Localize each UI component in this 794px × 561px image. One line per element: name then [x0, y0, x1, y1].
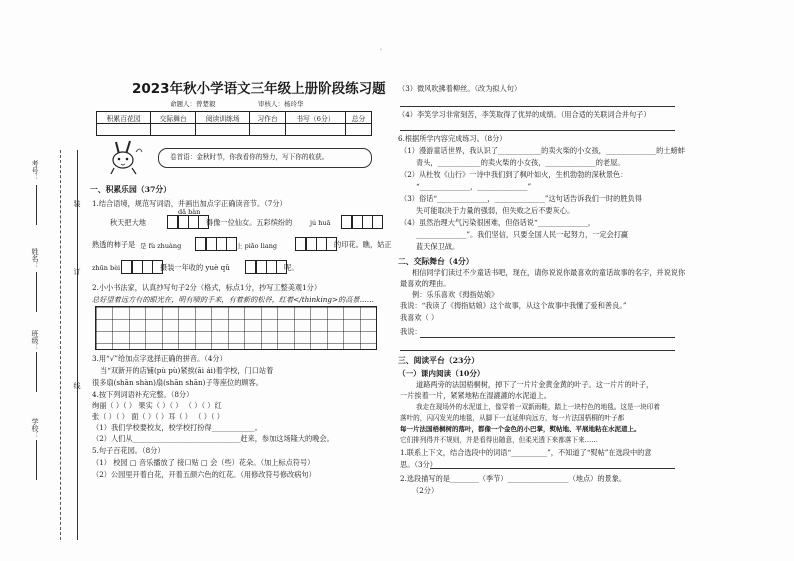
exam-title: 2023年秋小学语文三年级上册阶段练习题 [132, 81, 386, 97]
talk-4: 我说：“我读了《拇指姑娘》这个故事，从这个故事中我懂了爱和善良。” [400, 301, 627, 310]
section-3a-heading: （一）课内阅读（10分） [398, 369, 485, 378]
r-q3: （3）微风吹拂着柳丝。（改为拟人句） [398, 84, 522, 93]
section-2-heading: 二、交际舞台（4分） [398, 257, 474, 266]
side-kaohao: 考号： [31, 160, 39, 181]
talk-5: 我喜欢（ ） [400, 313, 439, 322]
q6-c: （2）从杜牧《山行》一诗中我们到了枫叶如火，生机勃勃的深秋景色： [400, 170, 628, 179]
q6-g: （4）虽然治理大气污染很困难，但俗话说“______________， [400, 218, 596, 227]
q6-h: ______________”。我们坚信，只要全国人民一起努力，一定会打赢 [416, 230, 629, 239]
answer-line[interactable] [400, 106, 675, 107]
q6-text: 6.根据所学内容完成练习。（8分） [398, 134, 507, 143]
passage-5: 每一片法国梧桐树的落叶，都像一个金色的小巴掌，熨帖地、平展地粘在水泥道上。 [400, 425, 641, 433]
passage-1: 道路两旁的法国梧桐树，掉下了一片片金黄金黄的叶子。这一片片的叶子， [416, 380, 654, 389]
reading-q2: 2.选段描写的是________（季节）_________________（地点）的景象。 [400, 474, 627, 483]
q6-e: （3）俗话“______________，______________”这句话告诉我们一时的胜负得 [400, 194, 642, 203]
reading-q1: 1.联系上下文，结合选段中的词语“__________”，不知道了“熨帖”在选段中的意 [400, 448, 652, 457]
q1-grid-6[interactable] [246, 260, 287, 274]
reading-q1b: 思。（3分） [400, 460, 437, 469]
q3-line-b: 很多扇(shān shàn)扇(shān shān)子等座位的顾客。 [92, 378, 263, 387]
score-cell[interactable] [285, 124, 345, 136]
q1-text: 1.结合语境，规范写词语，并画出加点字正确读音节。（7分） [92, 199, 287, 208]
q4-line-b: 张（ ）（ ） 面（ ）（ ）耳（ ） （ ）（ ） [92, 412, 224, 421]
r-q4: （4）李笑学习非常刻苦，李笑取得了优异的成绩。（用合适的关联词合并句子） [398, 110, 651, 119]
passage-2: 一片挨着一片，紧紧地粘在湿漉漉的水泥道上。 [400, 391, 551, 400]
score-col: 交际舞台 [151, 112, 196, 124]
q5-text: 5.句子百花园。（8分） [92, 446, 165, 455]
xuexiao-line [36, 440, 37, 480]
q1-line2c: 的印花。瞧，姑正 [334, 240, 392, 249]
q1-line1a: 秋天把大地 [110, 218, 146, 227]
xingming-line [36, 272, 37, 312]
talk-1: 相信同学们读过不少童话书吧，现在，请你说说你最喜欢的童话故事的名字，并说说你 [412, 268, 686, 277]
section-3-heading: 三、阅读平台（23分） [398, 356, 480, 365]
q1-pinyin-5: zhūn bèi [92, 264, 121, 272]
score-cell[interactable] [97, 124, 151, 136]
kaohao-line [36, 185, 37, 225]
section-1-heading: 一、积累乐园（37分） [90, 185, 172, 194]
passage-6: 它们排列得并不规则，并是看得出随意，但柔光透下来都落下来…… [400, 436, 598, 444]
side-xuexiao: 学校： [31, 418, 39, 439]
q4-line-a: 绚丽（ ）（ ） 果实（ ）（ ） （ ）（ ）红 [92, 401, 222, 410]
score-cell[interactable] [196, 124, 250, 136]
reviewer: 审核人：杨玲华 [258, 100, 304, 108]
banji-line [36, 352, 37, 392]
q4-line-c: （1）我们学校要校友，校学校打扮得____________。 [92, 423, 262, 432]
talk-3: 例：乐乐喜欢《拇指姑娘》 [412, 290, 499, 299]
score-cell[interactable] [250, 124, 285, 136]
binding-line-solid [77, 150, 78, 540]
reading-q2b: （2分） [412, 486, 439, 495]
answer-line[interactable] [400, 130, 675, 131]
q1-line2a: 熟透的柿子是 [92, 240, 136, 249]
q1-pinyin-2: jú huā [310, 219, 331, 227]
score-col: 积累百花园 [97, 112, 151, 124]
q1-grid-5[interactable] [122, 260, 163, 274]
passage-4: 落叶的，闪闪发光的地毯，从脚下一直延伸向远方，每一片法国梧桐的叶子都 [400, 414, 625, 422]
q1-line3c: 呢。 [284, 263, 299, 272]
score-col: 习作台 [250, 112, 285, 124]
score-col: 总分 [346, 112, 372, 124]
answer-line[interactable] [430, 468, 675, 469]
banner-text: 卷首语：金秋时节，你我看你的努力，写下你的收获。 [170, 153, 329, 161]
binding-line [60, 150, 61, 540]
talk-2: 最喜欢的理由。 [400, 279, 451, 288]
q3-text: 3.用“√”给加点字选择正确的拼音。（4分） [92, 354, 227, 363]
q6-d: “______________，______________” [416, 182, 532, 191]
q1-pinyin-3: 是 fù zhuàng [140, 242, 182, 250]
q5-line-b: （2）公园里开着白花，开着五颜六色的红花。（用修改符号修改病句） [92, 470, 316, 479]
q2-sentence: 总好望着远方有的眼光在，明有喷的手来，有着新的松谷，红着</thinking>的高景…… [92, 295, 374, 304]
score-cell[interactable] [346, 124, 372, 136]
score-cell[interactable] [151, 124, 196, 136]
side-ding: 订 [73, 268, 81, 275]
q6-a: （1）漫游童话世界，我认识了____________的卖火柴的小女孩，______________的土螃蚌 [400, 146, 685, 155]
side-zhuang: 装 [73, 200, 81, 207]
q6-f: 失可能取决于力量的强弱，但失败之后不要灰心。 [416, 206, 575, 215]
passage-3: 我走在现场外的水泥道上，像穿着一双新雨鞋，踏上一块柠色的地毯。这是一块印着 [416, 403, 660, 411]
side-xingming: 姓名： [31, 248, 39, 269]
q1-grid-4[interactable] [296, 237, 337, 251]
q1-grid-2[interactable] [342, 215, 383, 229]
q1-grid-1[interactable] [168, 215, 209, 229]
stray-mark: ' [380, 47, 382, 56]
answer-line[interactable] [420, 337, 675, 338]
score-table [96, 111, 372, 136]
score-col: 书写（6分） [285, 112, 345, 124]
q1-line3b: 摄装一年收的 yuè qǔ [160, 263, 230, 272]
q4-line-d: （2）人们从______________________________赶来，参加这场隆大的晚会。 [92, 434, 334, 443]
q4-text: 4.按下列词语补充完整。（8分） [92, 390, 194, 399]
q6-b: 青头，____________的卖火柴的小女孩，______________的老屋。 [416, 158, 625, 167]
score-col: 阅读训练场 [196, 112, 250, 124]
q1-pinyin-1: dǎ bàn [178, 208, 201, 216]
side-xian: 线 [73, 382, 81, 389]
author: 命题人：曾楚毅 [170, 100, 216, 108]
q6-i: 蓝天保卫战。 [416, 242, 460, 251]
q2-text: 2.小小书法家，认真抄写句子2分（格式，标点1分，抄写工整美观1分） [92, 283, 322, 292]
rabbit-icon [106, 140, 144, 176]
q3-line-a: 当“双新开的店铺(pù pù)紧挨(āi ái)着学校，门口站着 [100, 366, 274, 375]
talk-6: 我说： [400, 327, 422, 336]
q1-grid-3[interactable] [196, 237, 237, 251]
side-banji: 班级： [31, 330, 39, 351]
q5-line-a: （1） 校园 □ 音乐播放了 接口贴 □ 会（些）花朵。（加上标点符号） [92, 458, 315, 467]
answer-line[interactable] [400, 350, 675, 351]
handwriting-grid[interactable] [95, 306, 377, 350]
q1-line1b: 得像一位仙女。五彩缤纷的 [206, 218, 293, 227]
q1-pinyin-4: 上 piāo liang [236, 242, 278, 250]
